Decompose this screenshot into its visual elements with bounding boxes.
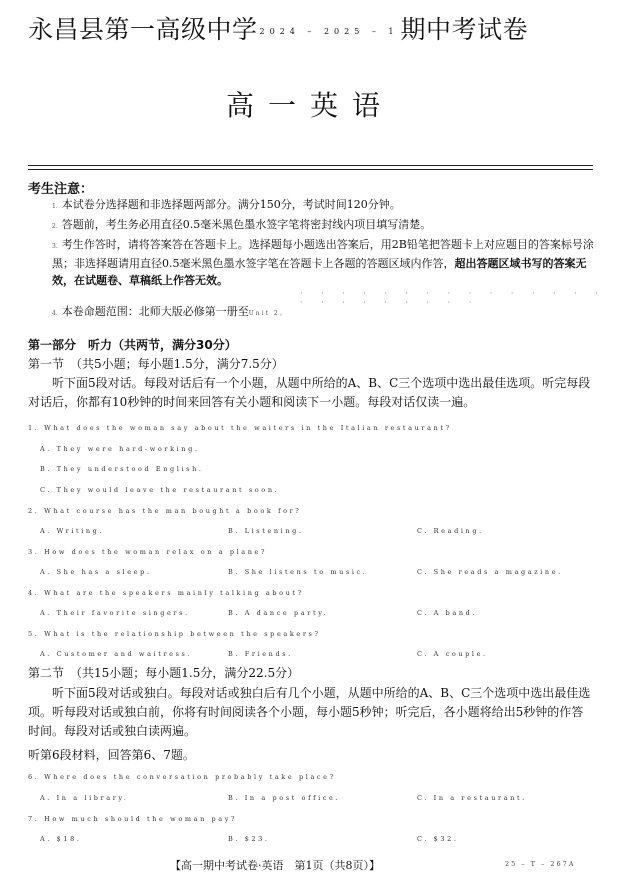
notice-item: 4. 本卷命题范围：北师大版必修第一册至Unit 2。: [52, 305, 288, 318]
option: C. In a restaurant.: [417, 794, 527, 802]
notice-item: 2. 答题前，考生务必用直径0.5毫米黑色墨水签字笔将密封线内项目填写清楚。: [52, 218, 432, 231]
option: A. They were hard-working.: [40, 445, 200, 453]
exam-title: [28, 10, 528, 46]
option: A. She has a sleep.: [40, 568, 152, 576]
option: B. A dance party.: [228, 609, 329, 617]
option: A. Their favorite singers.: [40, 609, 190, 617]
section1-heading: 第一节 （共5小题；每小题1.5分，满分7.5分）: [28, 357, 284, 371]
subject-title: 高一英语: [225, 89, 394, 122]
dotted-separator: · · · · · · · · · · · · · · · · · · · · · · · ·: [300, 289, 606, 307]
part1-heading: 第一部分 听力（共两节，满分30分）: [28, 338, 237, 352]
notice-item: 1. 本试卷分选择题和非选择题两部分。满分150分，考试时间120分钟。: [52, 198, 401, 211]
option: B. In a post office.: [228, 794, 341, 802]
option: B. $23.: [228, 835, 270, 843]
option: C. She reads a magazine.: [417, 568, 563, 576]
question: 7. How much should the woman pay?: [28, 815, 238, 823]
question: 5. What is the relationship between the speakers?: [28, 630, 321, 638]
option: C. A band.: [417, 609, 478, 617]
option: A. $18.: [40, 835, 82, 843]
notice-bold-warning: 超出答题区域书写的答案无效，在试题卷、草稿纸上作答无效。: [52, 257, 587, 287]
question: 6. Where does the conversation probably take place?: [28, 773, 336, 781]
option: A. Customer and waitress.: [40, 650, 193, 658]
option: C. They would leave the restaurant soon.: [40, 486, 280, 494]
notice-title: 考生注意：: [28, 182, 94, 197]
header-rule-thin: [28, 169, 593, 170]
option: C. A couple.: [417, 650, 488, 658]
section1-instructions: 听下面5段对话。每段对话后有一个小题，从题中所给的A、B、C三个选项中选出最佳选项。听完每段对话后，你都有10秒钟的时间来回答有关小题和阅读下一小题。每段对话仅读一遍。: [28, 376, 591, 409]
question: 4. What are the speakers mainly talking about?: [28, 589, 304, 597]
school-name: 永昌县第一高级中学: [28, 15, 258, 44]
option: C. $32.: [417, 835, 459, 843]
header-rule-thick: [28, 165, 593, 166]
notice-item: 3. 考生作答时，请将答案答在答题卡上。选择题每小题选出答案后，用2B铅笔把答题卡上对应题目的答案标号涂黑；非选择题请用直径0.5毫米黑色墨水签字笔在答题卡上各题的答题区域内作答，超出答题区域书写的答案无效，在试题卷、草稿纸上作答无效。: [52, 238, 594, 287]
question: 3. How does the woman relax on a plane?: [28, 548, 268, 556]
option: A. In a library.: [40, 794, 129, 802]
section2-instructions: 听下面5段对话或独白。每段对话或独白后有几个小题，从题中所给的A、B、C三个选项中选出最佳选项。听每段对话或独白前，你将有时间阅读各个小题，每小题5秒钟；听完后，各小题将给出5秒钟的作答时间。每段对话或独白读两遍。: [28, 686, 591, 738]
page-footer: 【高一期中考试卷·英语 第1页（共8页）】: [170, 859, 380, 872]
school-year: 2024 – 2025 – 1: [259, 27, 399, 36]
option: C. Reading.: [417, 527, 484, 535]
section2-heading: 第二节 （共15小题；每小题1.5分，满分22.5分）: [28, 666, 300, 680]
option: B. They understood English.: [40, 465, 204, 473]
option: B. She listens to music.: [228, 568, 368, 576]
question: 1. What does the woman say about the waiters in the Italian restaurant?: [28, 424, 452, 432]
footer-code: 25 – T – 267A: [505, 860, 576, 868]
option: B. Friends.: [228, 650, 293, 658]
option: B. Listening.: [228, 527, 304, 535]
section2-subheading: 听第6段材料，回答第6、7题。: [28, 748, 195, 762]
option: A. Writing.: [40, 527, 105, 535]
question: 2. What course has the man bought a book for?: [28, 507, 302, 515]
exam-name: 期中考试卷: [400, 15, 529, 44]
